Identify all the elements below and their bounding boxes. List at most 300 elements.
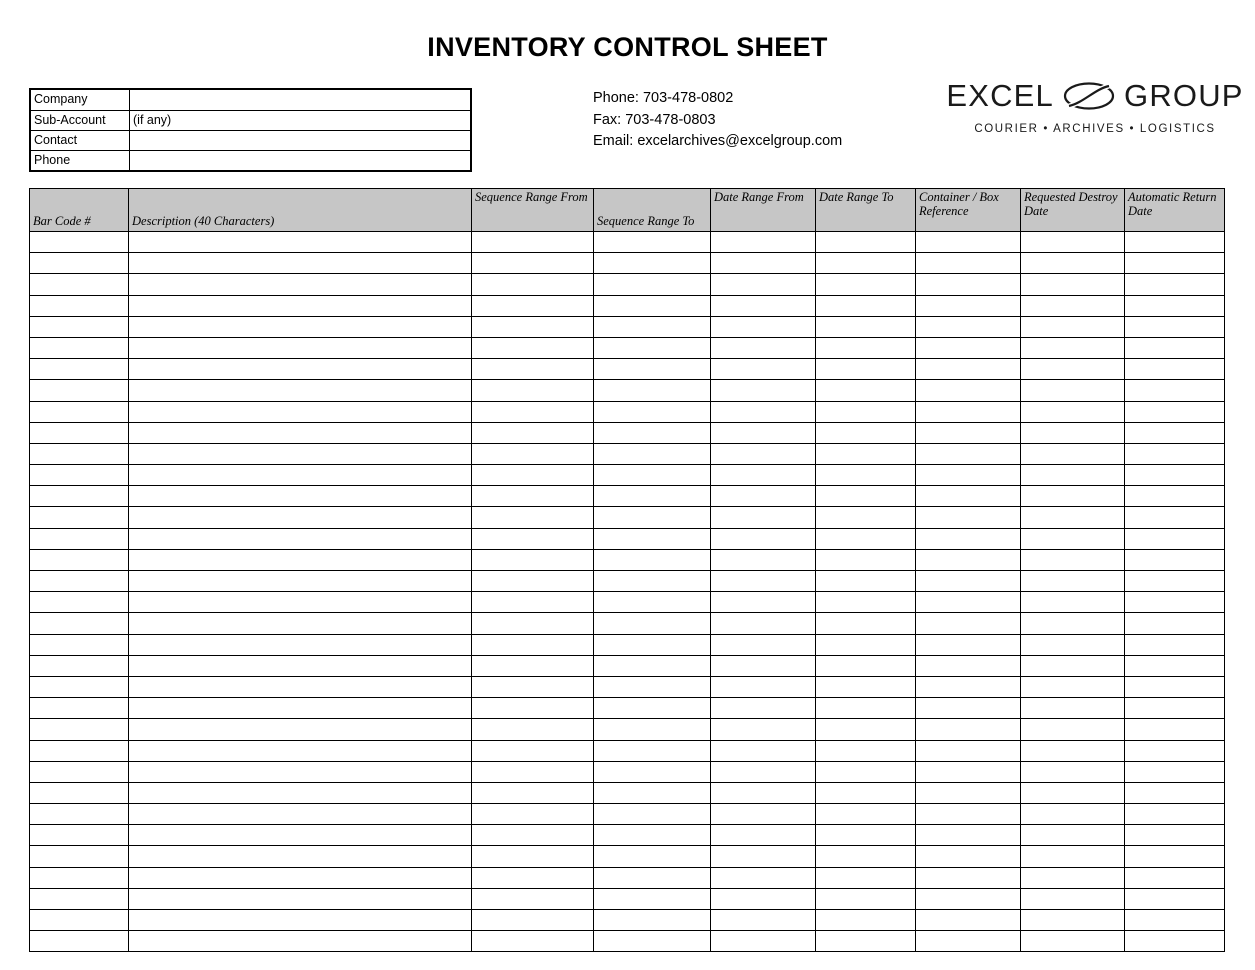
table-cell[interactable] xyxy=(1125,592,1225,613)
table-cell[interactable] xyxy=(916,910,1021,931)
table-cell[interactable] xyxy=(711,549,816,570)
table-cell[interactable] xyxy=(1021,740,1125,761)
table-cell[interactable] xyxy=(129,274,472,295)
table-cell[interactable] xyxy=(472,253,594,274)
table-cell[interactable] xyxy=(816,232,916,253)
table-cell[interactable] xyxy=(1125,782,1225,803)
table-cell[interactable] xyxy=(1125,274,1225,295)
table-cell[interactable] xyxy=(1125,528,1225,549)
table-cell[interactable] xyxy=(472,359,594,380)
table-cell[interactable] xyxy=(816,613,916,634)
table-cell[interactable] xyxy=(129,443,472,464)
table-cell[interactable] xyxy=(1125,910,1225,931)
table-cell[interactable] xyxy=(1125,719,1225,740)
table-cell[interactable] xyxy=(30,401,129,422)
table-cell[interactable] xyxy=(816,465,916,486)
table-cell[interactable] xyxy=(816,253,916,274)
table-cell[interactable] xyxy=(594,443,711,464)
table-cell[interactable] xyxy=(1125,698,1225,719)
table-cell[interactable] xyxy=(472,804,594,825)
table-cell[interactable] xyxy=(472,698,594,719)
table-cell[interactable] xyxy=(916,613,1021,634)
table-cell[interactable] xyxy=(472,719,594,740)
table-cell[interactable] xyxy=(1125,931,1225,952)
table-cell[interactable] xyxy=(30,804,129,825)
table-cell[interactable] xyxy=(1125,634,1225,655)
table-cell[interactable] xyxy=(129,549,472,570)
table-cell[interactable] xyxy=(816,931,916,952)
table-cell[interactable] xyxy=(129,867,472,888)
table-cell[interactable] xyxy=(30,528,129,549)
table-cell[interactable] xyxy=(594,359,711,380)
table-cell[interactable] xyxy=(129,846,472,867)
table-cell[interactable] xyxy=(1125,465,1225,486)
table-cell[interactable] xyxy=(30,422,129,443)
table-cell[interactable] xyxy=(916,528,1021,549)
table-cell[interactable] xyxy=(30,846,129,867)
table-cell[interactable] xyxy=(1021,380,1125,401)
table-cell[interactable] xyxy=(1125,337,1225,358)
table-cell[interactable] xyxy=(594,465,711,486)
table-cell[interactable] xyxy=(816,804,916,825)
table-cell[interactable] xyxy=(472,931,594,952)
table-cell[interactable] xyxy=(711,571,816,592)
table-cell[interactable] xyxy=(816,910,916,931)
table-cell[interactable] xyxy=(916,571,1021,592)
table-cell[interactable] xyxy=(472,507,594,528)
table-cell[interactable] xyxy=(711,676,816,697)
table-cell[interactable] xyxy=(711,804,816,825)
table-cell[interactable] xyxy=(1021,253,1125,274)
table-cell[interactable] xyxy=(30,761,129,782)
table-cell[interactable] xyxy=(594,613,711,634)
table-cell[interactable] xyxy=(30,443,129,464)
table-cell[interactable] xyxy=(472,571,594,592)
table-cell[interactable] xyxy=(1125,380,1225,401)
table-cell[interactable] xyxy=(472,655,594,676)
table-cell[interactable] xyxy=(30,592,129,613)
table-cell[interactable] xyxy=(1125,761,1225,782)
table-cell[interactable] xyxy=(472,337,594,358)
table-cell[interactable] xyxy=(711,910,816,931)
table-cell[interactable] xyxy=(30,740,129,761)
table-cell[interactable] xyxy=(129,698,472,719)
table-cell[interactable] xyxy=(594,380,711,401)
table-cell[interactable] xyxy=(594,804,711,825)
table-cell[interactable] xyxy=(129,571,472,592)
table-cell[interactable] xyxy=(916,698,1021,719)
table-cell[interactable] xyxy=(1021,888,1125,909)
table-cell[interactable] xyxy=(594,592,711,613)
table-cell[interactable] xyxy=(1125,316,1225,337)
table-cell[interactable] xyxy=(129,910,472,931)
table-cell[interactable] xyxy=(711,380,816,401)
table-cell[interactable] xyxy=(129,465,472,486)
table-cell[interactable] xyxy=(594,761,711,782)
table-cell[interactable] xyxy=(916,888,1021,909)
table-cell[interactable] xyxy=(594,337,711,358)
table-cell[interactable] xyxy=(472,549,594,570)
table-cell[interactable] xyxy=(129,804,472,825)
table-cell[interactable] xyxy=(916,486,1021,507)
table-cell[interactable] xyxy=(129,740,472,761)
table-cell[interactable] xyxy=(711,422,816,443)
table-cell[interactable] xyxy=(711,634,816,655)
table-cell[interactable] xyxy=(129,825,472,846)
table-cell[interactable] xyxy=(30,274,129,295)
table-cell[interactable] xyxy=(1021,316,1125,337)
table-cell[interactable] xyxy=(816,549,916,570)
table-cell[interactable] xyxy=(472,846,594,867)
table-cell[interactable] xyxy=(30,465,129,486)
table-cell[interactable] xyxy=(594,634,711,655)
table-cell[interactable] xyxy=(129,507,472,528)
table-cell[interactable] xyxy=(1125,232,1225,253)
table-cell[interactable] xyxy=(594,232,711,253)
table-cell[interactable] xyxy=(1021,846,1125,867)
table-cell[interactable] xyxy=(816,571,916,592)
table-cell[interactable] xyxy=(1021,401,1125,422)
table-cell[interactable] xyxy=(916,549,1021,570)
table-cell[interactable] xyxy=(30,486,129,507)
table-cell[interactable] xyxy=(816,676,916,697)
table-cell[interactable] xyxy=(129,931,472,952)
table-cell[interactable] xyxy=(916,359,1021,380)
table-cell[interactable] xyxy=(594,846,711,867)
table-cell[interactable] xyxy=(30,910,129,931)
table-cell[interactable] xyxy=(472,443,594,464)
table-cell[interactable] xyxy=(711,761,816,782)
table-cell[interactable] xyxy=(1125,888,1225,909)
table-cell[interactable] xyxy=(30,613,129,634)
table-cell[interactable] xyxy=(30,676,129,697)
info-field-sub-account[interactable]: (if any) xyxy=(133,113,172,127)
table-cell[interactable] xyxy=(916,253,1021,274)
table-cell[interactable] xyxy=(916,422,1021,443)
table-cell[interactable] xyxy=(472,528,594,549)
table-cell[interactable] xyxy=(472,676,594,697)
table-cell[interactable] xyxy=(1125,401,1225,422)
table-cell[interactable] xyxy=(816,380,916,401)
table-cell[interactable] xyxy=(472,634,594,655)
table-cell[interactable] xyxy=(594,782,711,803)
table-cell[interactable] xyxy=(594,931,711,952)
table-cell[interactable] xyxy=(472,888,594,909)
table-cell[interactable] xyxy=(594,825,711,846)
table-cell[interactable] xyxy=(816,634,916,655)
table-cell[interactable] xyxy=(594,910,711,931)
table-cell[interactable] xyxy=(1021,571,1125,592)
table-cell[interactable] xyxy=(1021,443,1125,464)
table-cell[interactable] xyxy=(1021,931,1125,952)
table-cell[interactable] xyxy=(916,443,1021,464)
table-cell[interactable] xyxy=(472,274,594,295)
table-cell[interactable] xyxy=(711,465,816,486)
table-cell[interactable] xyxy=(816,507,916,528)
table-cell[interactable] xyxy=(1021,719,1125,740)
table-cell[interactable] xyxy=(472,613,594,634)
table-cell[interactable] xyxy=(1021,698,1125,719)
info-field-contact[interactable] xyxy=(130,131,470,150)
table-cell[interactable] xyxy=(1021,804,1125,825)
table-cell[interactable] xyxy=(1125,846,1225,867)
table-cell[interactable] xyxy=(594,528,711,549)
table-cell[interactable] xyxy=(816,295,916,316)
table-cell[interactable] xyxy=(1021,634,1125,655)
table-cell[interactable] xyxy=(916,295,1021,316)
table-cell[interactable] xyxy=(594,316,711,337)
table-cell[interactable] xyxy=(1125,655,1225,676)
table-cell[interactable] xyxy=(129,401,472,422)
table-cell[interactable] xyxy=(1021,274,1125,295)
table-cell[interactable] xyxy=(916,634,1021,655)
table-cell[interactable] xyxy=(30,380,129,401)
table-cell[interactable] xyxy=(1125,422,1225,443)
table-cell[interactable] xyxy=(129,316,472,337)
table-cell[interactable] xyxy=(916,592,1021,613)
table-cell[interactable] xyxy=(1021,295,1125,316)
table-cell[interactable] xyxy=(1021,549,1125,570)
table-cell[interactable] xyxy=(1021,592,1125,613)
table-cell[interactable] xyxy=(594,888,711,909)
table-cell[interactable] xyxy=(711,613,816,634)
table-cell[interactable] xyxy=(816,740,916,761)
table-cell[interactable] xyxy=(711,486,816,507)
table-cell[interactable] xyxy=(1125,571,1225,592)
table-cell[interactable] xyxy=(1021,676,1125,697)
table-cell[interactable] xyxy=(711,655,816,676)
table-cell[interactable] xyxy=(711,253,816,274)
table-cell[interactable] xyxy=(30,549,129,570)
table-cell[interactable] xyxy=(711,359,816,380)
table-cell[interactable] xyxy=(472,422,594,443)
table-cell[interactable] xyxy=(30,571,129,592)
info-field-company[interactable] xyxy=(130,90,470,110)
table-cell[interactable] xyxy=(1021,655,1125,676)
table-cell[interactable] xyxy=(1021,825,1125,846)
table-cell[interactable] xyxy=(816,655,916,676)
table-cell[interactable] xyxy=(594,571,711,592)
table-cell[interactable] xyxy=(711,825,816,846)
table-cell[interactable] xyxy=(472,825,594,846)
table-cell[interactable] xyxy=(816,316,916,337)
table-cell[interactable] xyxy=(129,782,472,803)
table-cell[interactable] xyxy=(129,613,472,634)
table-cell[interactable] xyxy=(1021,465,1125,486)
table-cell[interactable] xyxy=(816,761,916,782)
table-cell[interactable] xyxy=(916,846,1021,867)
table-cell[interactable] xyxy=(1125,359,1225,380)
table-cell[interactable] xyxy=(129,655,472,676)
table-cell[interactable] xyxy=(1021,232,1125,253)
table-cell[interactable] xyxy=(472,232,594,253)
table-cell[interactable] xyxy=(1021,528,1125,549)
table-cell[interactable] xyxy=(1125,867,1225,888)
table-cell[interactable] xyxy=(711,740,816,761)
table-cell[interactable] xyxy=(916,655,1021,676)
table-cell[interactable] xyxy=(1125,804,1225,825)
table-cell[interactable] xyxy=(711,401,816,422)
table-cell[interactable] xyxy=(472,295,594,316)
table-cell[interactable] xyxy=(711,232,816,253)
table-cell[interactable] xyxy=(916,465,1021,486)
table-cell[interactable] xyxy=(1021,359,1125,380)
table-cell[interactable] xyxy=(472,486,594,507)
table-cell[interactable] xyxy=(129,359,472,380)
table-cell[interactable] xyxy=(711,274,816,295)
table-cell[interactable] xyxy=(30,232,129,253)
table-cell[interactable] xyxy=(816,274,916,295)
table-cell[interactable] xyxy=(816,719,916,740)
table-cell[interactable] xyxy=(816,825,916,846)
table-cell[interactable] xyxy=(30,655,129,676)
table-cell[interactable] xyxy=(30,253,129,274)
table-cell[interactable] xyxy=(916,507,1021,528)
table-cell[interactable] xyxy=(916,316,1021,337)
table-cell[interactable] xyxy=(916,825,1021,846)
table-cell[interactable] xyxy=(711,931,816,952)
table-cell[interactable] xyxy=(472,867,594,888)
table-cell[interactable] xyxy=(816,486,916,507)
table-cell[interactable] xyxy=(816,359,916,380)
table-cell[interactable] xyxy=(129,337,472,358)
table-cell[interactable] xyxy=(1021,613,1125,634)
table-cell[interactable] xyxy=(711,507,816,528)
table-cell[interactable] xyxy=(711,719,816,740)
table-cell[interactable] xyxy=(594,698,711,719)
table-cell[interactable] xyxy=(816,337,916,358)
table-cell[interactable] xyxy=(1021,910,1125,931)
table-cell[interactable] xyxy=(472,740,594,761)
table-cell[interactable] xyxy=(129,528,472,549)
table-cell[interactable] xyxy=(30,888,129,909)
table-cell[interactable] xyxy=(594,295,711,316)
table-cell[interactable] xyxy=(129,719,472,740)
table-cell[interactable] xyxy=(1021,422,1125,443)
table-cell[interactable] xyxy=(816,422,916,443)
table-cell[interactable] xyxy=(916,761,1021,782)
table-cell[interactable] xyxy=(1125,740,1225,761)
table-cell[interactable] xyxy=(129,380,472,401)
table-cell[interactable] xyxy=(30,825,129,846)
table-cell[interactable] xyxy=(472,782,594,803)
table-cell[interactable] xyxy=(30,867,129,888)
table-cell[interactable] xyxy=(711,698,816,719)
table-cell[interactable] xyxy=(916,676,1021,697)
table-cell[interactable] xyxy=(711,316,816,337)
table-cell[interactable] xyxy=(916,401,1021,422)
table-cell[interactable] xyxy=(1125,676,1225,697)
table-cell[interactable] xyxy=(916,804,1021,825)
table-cell[interactable] xyxy=(816,698,916,719)
table-cell[interactable] xyxy=(711,295,816,316)
table-cell[interactable] xyxy=(1021,867,1125,888)
table-cell[interactable] xyxy=(1125,486,1225,507)
table-cell[interactable] xyxy=(816,888,916,909)
table-cell[interactable] xyxy=(594,274,711,295)
table-cell[interactable] xyxy=(711,782,816,803)
table-cell[interactable] xyxy=(816,867,916,888)
table-cell[interactable] xyxy=(594,486,711,507)
table-cell[interactable] xyxy=(916,867,1021,888)
table-cell[interactable] xyxy=(129,486,472,507)
table-cell[interactable] xyxy=(594,655,711,676)
table-cell[interactable] xyxy=(472,592,594,613)
table-cell[interactable] xyxy=(1021,507,1125,528)
table-cell[interactable] xyxy=(472,401,594,422)
table-cell[interactable] xyxy=(711,337,816,358)
table-cell[interactable] xyxy=(30,782,129,803)
table-cell[interactable] xyxy=(129,592,472,613)
table-cell[interactable] xyxy=(1125,295,1225,316)
table-cell[interactable] xyxy=(594,253,711,274)
table-cell[interactable] xyxy=(711,443,816,464)
table-cell[interactable] xyxy=(129,295,472,316)
table-cell[interactable] xyxy=(1021,486,1125,507)
table-cell[interactable] xyxy=(594,401,711,422)
table-cell[interactable] xyxy=(472,910,594,931)
table-cell[interactable] xyxy=(129,253,472,274)
table-cell[interactable] xyxy=(1021,782,1125,803)
table-cell[interactable] xyxy=(1021,761,1125,782)
table-cell[interactable] xyxy=(472,761,594,782)
table-cell[interactable] xyxy=(30,295,129,316)
table-cell[interactable] xyxy=(30,507,129,528)
table-cell[interactable] xyxy=(30,316,129,337)
table-cell[interactable] xyxy=(594,676,711,697)
table-cell[interactable] xyxy=(816,592,916,613)
table-cell[interactable] xyxy=(916,931,1021,952)
table-cell[interactable] xyxy=(916,337,1021,358)
table-cell[interactable] xyxy=(472,316,594,337)
table-cell[interactable] xyxy=(711,846,816,867)
table-cell[interactable] xyxy=(129,232,472,253)
table-cell[interactable] xyxy=(129,761,472,782)
table-cell[interactable] xyxy=(30,337,129,358)
table-cell[interactable] xyxy=(129,634,472,655)
info-field-phone[interactable] xyxy=(130,151,470,170)
table-cell[interactable] xyxy=(916,274,1021,295)
table-cell[interactable] xyxy=(594,549,711,570)
table-cell[interactable] xyxy=(594,719,711,740)
table-cell[interactable] xyxy=(1125,507,1225,528)
table-cell[interactable] xyxy=(594,740,711,761)
table-cell[interactable] xyxy=(816,782,916,803)
table-cell[interactable] xyxy=(711,888,816,909)
table-cell[interactable] xyxy=(129,676,472,697)
table-cell[interactable] xyxy=(30,719,129,740)
table-cell[interactable] xyxy=(1125,613,1225,634)
table-cell[interactable] xyxy=(129,422,472,443)
table-cell[interactable] xyxy=(1125,443,1225,464)
table-cell[interactable] xyxy=(916,740,1021,761)
table-cell[interactable] xyxy=(1125,549,1225,570)
table-cell[interactable] xyxy=(916,232,1021,253)
table-cell[interactable] xyxy=(916,719,1021,740)
table-cell[interactable] xyxy=(30,634,129,655)
table-cell[interactable] xyxy=(916,782,1021,803)
table-cell[interactable] xyxy=(916,380,1021,401)
table-cell[interactable] xyxy=(594,867,711,888)
table-cell[interactable] xyxy=(30,931,129,952)
table-cell[interactable] xyxy=(472,465,594,486)
table-cell[interactable] xyxy=(711,867,816,888)
table-cell[interactable] xyxy=(816,528,916,549)
table-cell[interactable] xyxy=(30,359,129,380)
table-cell[interactable] xyxy=(816,443,916,464)
table-cell[interactable] xyxy=(816,846,916,867)
table-cell[interactable] xyxy=(711,528,816,549)
